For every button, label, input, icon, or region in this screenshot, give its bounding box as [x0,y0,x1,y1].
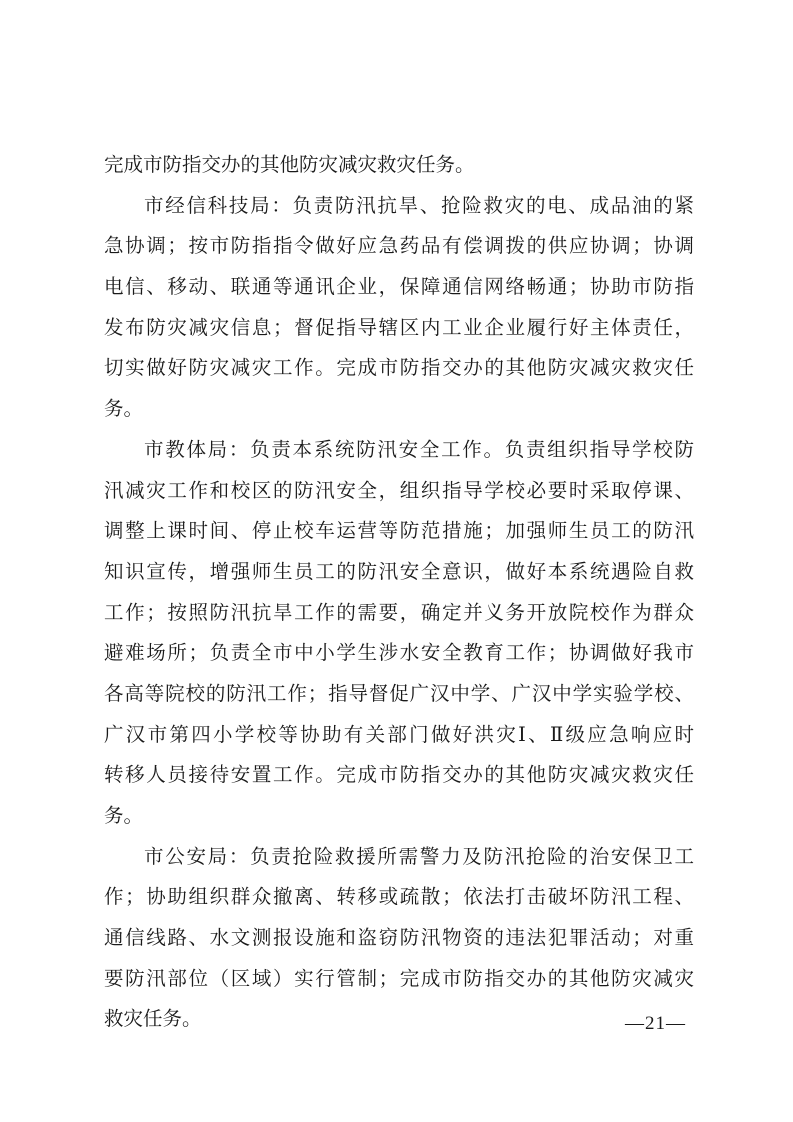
text-line: 市教体局：负责本系统防汛安全工作。负责组织指导学校防 [144,437,694,461]
text-line: 务。 [104,804,144,827]
text-line: 要防汛部位（区域）实行管制；完成市防指交办的其他防灾减灾 [104,966,694,990]
text-line: 发布防灾减灾信息；督促指导辖区内工业企业履行好主体责任， [104,315,694,339]
text-line: 电信、移动、联通等通讯企业，保障通信网络畅通；协助市防指 [104,275,694,299]
text-line: 市公安局：负责抢险救援所需警力及防汛抢险的治安保卫工 [144,844,694,868]
text-line: 调整上课时间、停止校车运营等防范措施；加强师生员工的防汛 [104,519,694,543]
text-line: 各高等院校的防汛工作；指导督促广汉中学、广汉中学实验学校、 [104,681,694,705]
body-text [104,145,694,1040]
text-line: 完成市防指交办的其他防灾减灾救灾任务。 [104,153,475,176]
text-line: 汛减灾工作和校区的防汛安全，组织指导学校必要时采取停课、 [104,478,694,502]
text-line: 转移人员接待安置工作。完成市防指交办的其他防灾减灾救灾任 [104,763,694,787]
text-line: 广汉市第四小学校等协助有关部门做好洪灾Ⅰ、Ⅱ级应急响应时 [104,722,694,746]
text-line: 急协调；按市防指指令做好应急药品有偿调拨的供应协调；协调 [104,234,694,258]
text-line: 工作；按照防汛抗旱工作的需要，确定并义务开放院校作为群众 [104,600,694,624]
page-number: —21— [625,1013,686,1034]
text-line: 通信线路、水文测报设施和盗窃防汛物资的违法犯罪活动；对重 [104,926,694,950]
text-line: 避难场所；负责全市中小学生涉水安全教育工作；协调做好我市 [104,641,694,665]
text-line: 务。 [104,397,144,421]
text-line: 市经信科技局：负责防汛抗旱、抢险救灾的电、成品油的紧 [144,193,694,217]
text-line: 知识宣传，增强师生员工的防汛安全意识，做好本系统遇险自救 [104,559,694,583]
text-line: 作；协助组织群众撤离、转移或疏散；依法打击破坏防汛工程、 [104,885,694,909]
text-line: 救灾任务。 [104,1007,202,1031]
text-line: 切实做好防灾减灾工作。完成市防指交办的其他防灾减灾救灾任 [104,356,694,380]
